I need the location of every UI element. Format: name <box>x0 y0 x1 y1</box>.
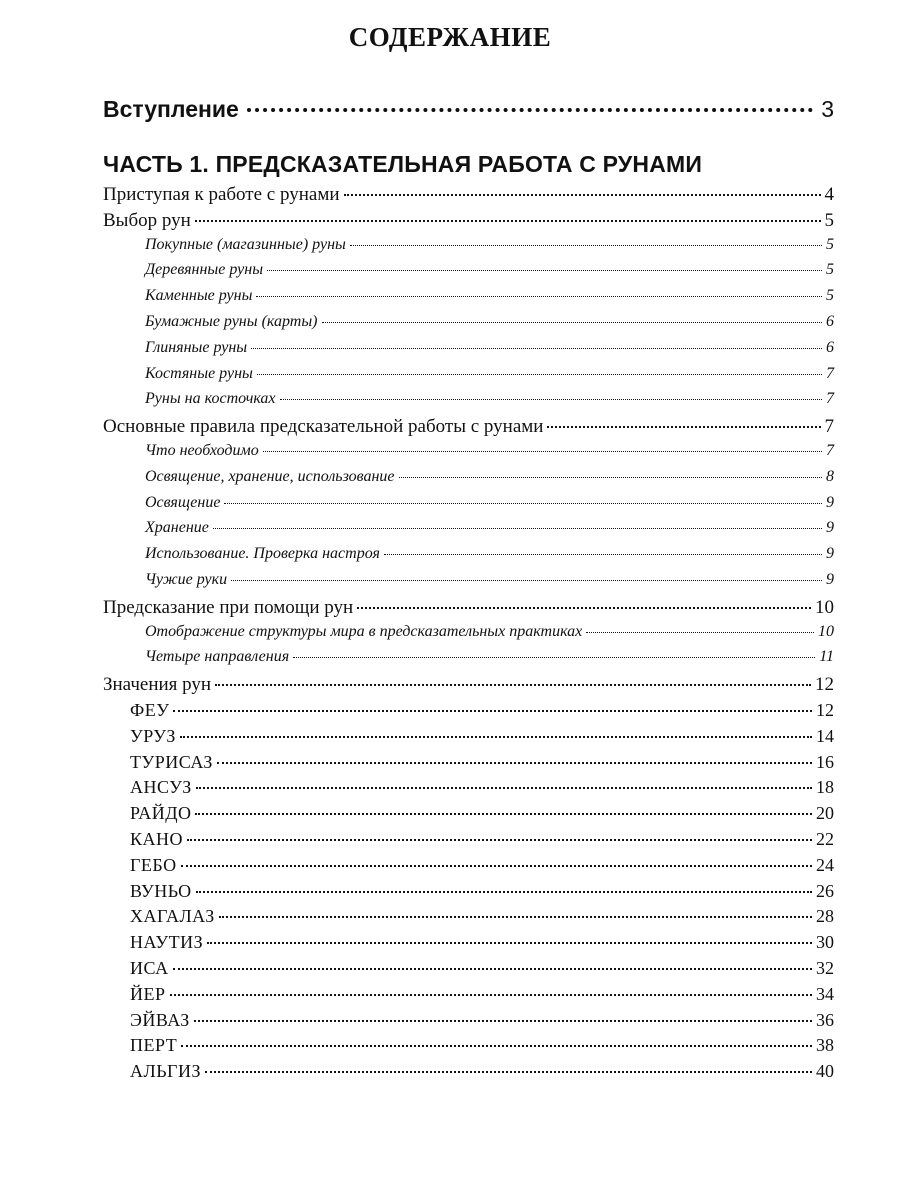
toc-entry[interactable] <box>145 236 834 258</box>
toc-entry[interactable] <box>130 932 834 956</box>
dot-leader <box>263 451 822 452</box>
dot-leader <box>247 108 813 112</box>
dot-leader <box>217 762 812 764</box>
toc-entry-page: 10 <box>815 596 834 618</box>
toc-entry-page: 38 <box>816 1035 834 1056</box>
toc-entry[interactable] <box>130 726 834 750</box>
toc-entry[interactable] <box>103 184 834 208</box>
dot-leader <box>181 865 812 867</box>
dot-leader <box>215 684 811 686</box>
dot-leader <box>256 296 822 297</box>
dot-leader <box>187 839 812 841</box>
toc-entry-label: Освящение, хранение, использование <box>145 467 395 485</box>
toc-entry[interactable] <box>130 752 834 776</box>
dot-leader <box>257 374 822 375</box>
toc-entry[interactable] <box>130 881 834 905</box>
toc-entry-label: Основные правила предсказательной работы с рунами <box>103 416 544 438</box>
dot-leader <box>547 426 820 428</box>
dot-leader <box>224 503 822 504</box>
toc-entry-page: 5 <box>826 261 834 279</box>
toc-entry[interactable] <box>103 597 834 621</box>
toc-entry-page: 3 <box>821 96 834 122</box>
toc-entry-page: 9 <box>826 571 834 588</box>
dot-leader <box>207 942 812 944</box>
toc-entry-page: 7 <box>826 442 834 459</box>
toc-entry-page: 9 <box>826 519 834 537</box>
toc-entry-page: 26 <box>816 880 834 901</box>
toc-entry-page: 40 <box>816 1061 834 1082</box>
toc-entry-page: 24 <box>816 854 834 875</box>
dot-leader <box>181 1045 812 1047</box>
dot-leader <box>173 710 812 712</box>
toc-entry[interactable] <box>145 494 834 516</box>
dot-leader <box>194 1020 812 1022</box>
toc-entry[interactable] <box>145 519 834 541</box>
toc-entry-label: ПЕРТ <box>130 1035 178 1056</box>
part-heading: ЧАСТЬ 1. ПРЕДСКАЗАТЕЛЬНАЯ РАБОТА С РУНАМИ <box>103 151 703 177</box>
dot-leader <box>384 554 822 555</box>
toc-entry-label: АЛЬГИЗ <box>130 1061 201 1082</box>
toc-entry[interactable] <box>130 1010 834 1034</box>
toc-entry-page: 16 <box>816 751 834 772</box>
dot-leader <box>195 813 812 815</box>
toc-entry[interactable] <box>130 855 834 879</box>
toc-entry-page: 9 <box>826 493 834 511</box>
toc-entry-page: 6 <box>826 338 834 356</box>
toc-entry-label: ВУНЬО <box>130 880 192 901</box>
toc-entry-page: 10 <box>818 622 834 640</box>
toc-entry-page: 9 <box>826 545 834 563</box>
dot-leader <box>173 968 812 970</box>
toc-entry-label: Глиняные руны <box>145 338 248 356</box>
dot-leader <box>170 994 812 996</box>
toc-entry-page: 8 <box>826 467 834 485</box>
dot-leader <box>280 399 822 400</box>
toc-entry-label: ФЕУ <box>130 700 170 720</box>
toc-entry-label: ЙЕР <box>130 983 166 1004</box>
toc-entry-page: 30 <box>816 932 834 953</box>
dot-leader <box>213 528 822 529</box>
toc-entry-label: Освящение <box>145 493 221 511</box>
toc-entry-label: Четыре направления <box>145 648 290 666</box>
toc-entry[interactable] <box>130 1061 834 1085</box>
dot-leader <box>219 916 812 918</box>
dot-leader <box>180 736 812 738</box>
toc-entry-page: 20 <box>816 803 834 824</box>
toc-entry-page: 4 <box>824 184 834 205</box>
toc-entry[interactable] <box>130 700 834 724</box>
toc-entry-page: 6 <box>826 313 834 330</box>
toc-entry-page: 5 <box>826 235 834 253</box>
toc-entry[interactable] <box>130 1035 834 1059</box>
toc-entry-page: 5 <box>826 287 834 305</box>
toc-entry-page: 7 <box>826 364 834 382</box>
toc-entry[interactable] <box>145 313 834 335</box>
toc-entry-label: ЭЙВАЗ <box>130 1009 190 1030</box>
dot-leader <box>586 632 814 633</box>
toc-entry[interactable] <box>130 777 834 801</box>
dot-leader <box>205 1071 812 1073</box>
toc-entry-label: Деревянные руны <box>145 261 264 279</box>
toc-entry-label: Хранение <box>145 519 209 537</box>
toc-entry-label: РАЙДО <box>130 803 192 824</box>
toc-entry[interactable] <box>103 674 834 698</box>
toc-entry-label: Предсказание при помощи рун <box>103 596 354 618</box>
toc-entry-page: 14 <box>816 725 834 746</box>
toc-entry[interactable] <box>130 803 834 827</box>
toc-entry-label: Использование. Проверка настроя <box>145 545 380 563</box>
toc-entry[interactable] <box>145 339 834 361</box>
toc-entry[interactable] <box>145 390 834 412</box>
toc-entry[interactable] <box>145 287 834 309</box>
toc-entry[interactable] <box>130 958 834 982</box>
toc-entry[interactable] <box>145 648 834 670</box>
toc-entry-label: Выбор рун <box>103 209 191 231</box>
toc-entry-label: Что необходимо <box>145 442 259 459</box>
toc-entry[interactable] <box>130 984 834 1008</box>
dot-leader <box>251 348 822 349</box>
toc-entry-label: Вступление <box>103 96 239 122</box>
toc-entry-page: 12 <box>816 700 834 720</box>
toc-entry-page: 7 <box>826 390 834 408</box>
toc-entry-page: 36 <box>816 1009 834 1030</box>
toc-entry-page: 34 <box>816 983 834 1004</box>
toc-entry-label: Бумажные руны (карты) <box>145 313 318 330</box>
toc-entry[interactable] <box>103 210 834 234</box>
toc-entry-label: Чужие руки <box>145 571 228 588</box>
toc-entry-page: 12 <box>815 674 834 696</box>
page-title: СОДЕРЖАНИЕ <box>348 22 552 52</box>
toc-entry-intro[interactable] <box>103 96 834 126</box>
toc-entry[interactable] <box>145 442 834 464</box>
dot-leader <box>357 607 811 609</box>
toc-entry-page: 22 <box>816 829 834 849</box>
toc-entry[interactable] <box>103 416 834 440</box>
toc-entry[interactable] <box>145 365 834 387</box>
dot-leader <box>344 194 821 196</box>
toc-entry[interactable] <box>145 545 834 567</box>
toc-entry-label: Значения рун <box>103 674 212 696</box>
toc-entry-label: Покупные (магазинные) руны <box>145 235 346 253</box>
toc-entry-page: 18 <box>816 777 834 798</box>
dot-leader <box>231 580 822 581</box>
toc-entry-label: Каменные руны <box>145 287 253 305</box>
dot-leader <box>196 891 812 893</box>
toc-entry-label: НАУТИЗ <box>130 932 204 953</box>
toc-entry[interactable] <box>145 623 834 645</box>
toc-entry-label: ТУРИСАЗ <box>130 751 213 772</box>
toc-entry-label: Отображение структуры мира в предсказательных практиках <box>145 622 583 640</box>
dot-leader <box>350 245 822 246</box>
toc-entry[interactable] <box>130 906 834 930</box>
dot-leader <box>196 787 812 789</box>
toc-entry-label: ХАГАЛАЗ <box>130 906 215 927</box>
toc-entry-label: Костяные руны <box>145 364 253 382</box>
toc-entry-label: ИСА <box>130 958 169 978</box>
toc-entry[interactable] <box>145 571 834 593</box>
toc-entry[interactable] <box>145 468 834 490</box>
toc-entry-page: 5 <box>824 209 834 231</box>
toc-entry-label: Приступая к работе с рунами <box>103 184 340 205</box>
toc-entry-page: 7 <box>824 416 834 438</box>
toc-entry[interactable] <box>130 829 834 853</box>
dot-leader <box>322 322 823 323</box>
dot-leader <box>267 270 822 271</box>
toc-entry-label: УРУЗ <box>130 725 176 746</box>
toc-entry-page: 32 <box>816 958 834 978</box>
dot-leader <box>195 220 821 222</box>
toc-entry-label: ГЕБО <box>130 854 177 875</box>
toc-entry[interactable] <box>145 261 834 283</box>
toc-entry-page: 11 <box>819 648 834 666</box>
dot-leader <box>293 657 815 658</box>
toc-entry-label: АНСУЗ <box>130 777 192 798</box>
toc-entry-label: Руны на косточках <box>145 390 276 408</box>
toc-entry-page: 28 <box>816 906 834 927</box>
toc-entry-label: КАНО <box>130 829 184 849</box>
dot-leader <box>399 477 823 478</box>
